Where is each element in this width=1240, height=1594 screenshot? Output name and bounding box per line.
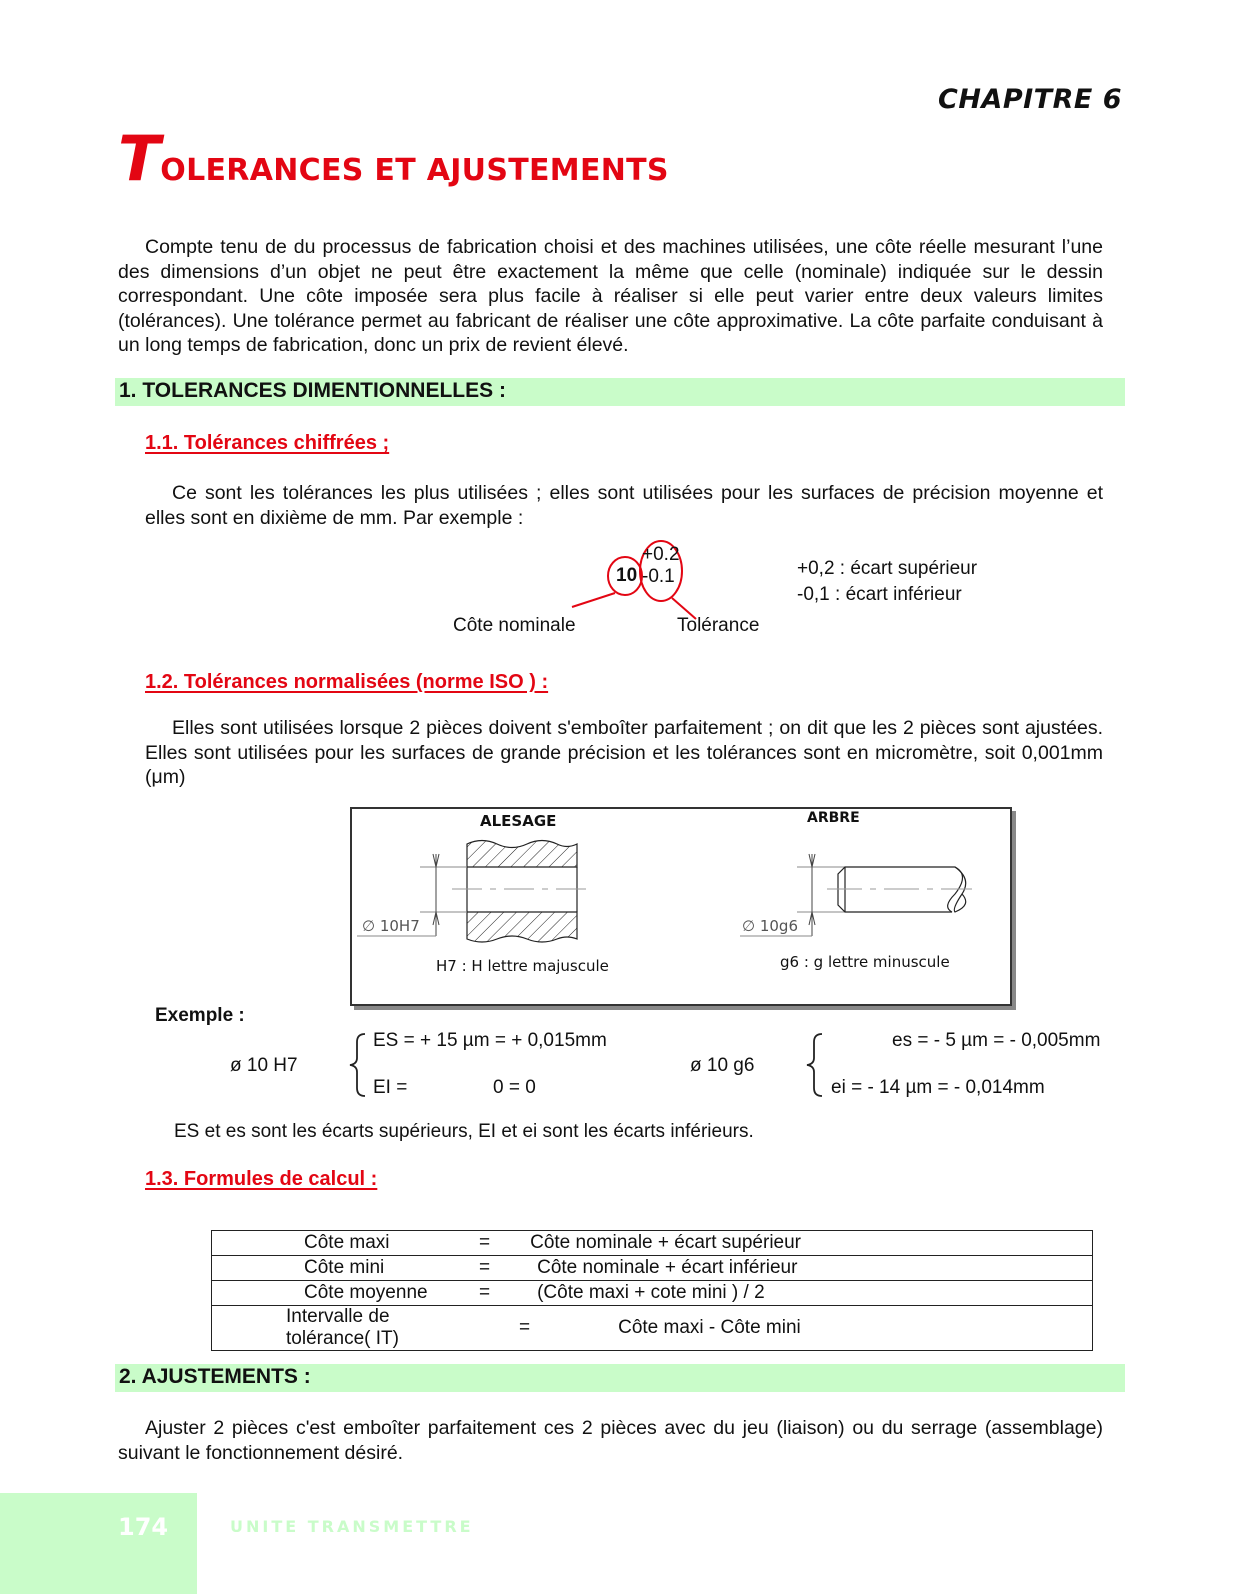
shaft-es: es = - 5 µm = - 0,005mm: [892, 1030, 1101, 1051]
formula-eq: =: [479, 1306, 530, 1351]
shaft-dimension: ∅ 10g6: [742, 917, 798, 935]
page-number: 174: [118, 1513, 169, 1541]
formula-eq: =: [479, 1281, 530, 1306]
formulas-table: [211, 1230, 1093, 1351]
chapter-label: CHAPITRE 6: [938, 84, 1122, 115]
table-row: [212, 1231, 1093, 1256]
formula-right: Côte nominale + écart supérieur: [530, 1231, 1092, 1256]
shaft-title: ARBRE: [807, 810, 860, 826]
subsection-1-1-text: Ce sont les tolérances les plus utilisées ; elles sont utilisées pour les surfaces de précision moyenne et elles sont en dixième de mm. Par exemple :: [145, 482, 1103, 529]
page-title: [118, 122, 669, 195]
formula-left: Côte maxi: [304, 1231, 479, 1256]
table-row: [212, 1306, 1093, 1351]
formula-eq: =: [479, 1231, 530, 1256]
table-row: [212, 1281, 1093, 1306]
section-2-title: 2. AJUSTEMENTS :: [119, 1365, 311, 1388]
iso-tolerance-figure: [350, 807, 1012, 1006]
formula-left: Côte mini: [304, 1256, 479, 1281]
subsection-1-2-title: 1.2. Tolérances normalisées (norme ISO ) :: [145, 671, 549, 693]
bore-ei-right: 0 = 0: [493, 1077, 536, 1098]
title-initial: T: [118, 122, 161, 195]
intro-text: Compte tenu de du processus de fabrication choisi et des machines utilisées, une côte réelle mesurant l’une des dimensions d’un objet ne peut être exactement la même que celle (nominale) indiquée sur le dessin correspondant. Une côte imposée sera plus facile à réaliser si elle peut varier entre deux valeurs limites (tolérances). Une tolérance permet au fabricant de réaliser une côte approximative. La côte parfaite conduisant à un long temps de fabrication, donc un prix de revient élevé.: [118, 236, 1103, 356]
example-label: Exemple :: [155, 1005, 245, 1026]
nominal-label: Côte nominale: [453, 615, 576, 636]
unit-label: UNITE TRANSMETTRE: [230, 1517, 474, 1536]
shaft-caption: g6 : g lettre minuscule: [780, 953, 950, 971]
section-2-paragraph: [118, 1416, 1103, 1465]
bore-dimension: ∅ 10H7: [362, 917, 420, 935]
subsection-1-2-text: Elles sont utilisées lorsque 2 pièces doivent s'emboîter parfaitement ; on dit que les 2 pièces sont ajustées. Elles sont utilisées pour les surfaces de grande précision et les tolérances sont en micromètre, soit 0,001mm (μm): [145, 717, 1103, 788]
footer-band: [0, 1493, 197, 1594]
table-row: [212, 1256, 1093, 1281]
formula-left: Intervalle de tolérance( IT): [212, 1306, 480, 1351]
bore-ei-left: EI =: [373, 1077, 408, 1098]
section-1-header: [115, 378, 1125, 406]
section-2-text: Ajuster 2 pièces c'est emboîter parfaitement ces 2 pièces avec du jeu (liaison) ou du serrage (assemblage) suivant le fonctionnement désiré.: [118, 1417, 1103, 1464]
bore-example-label: ø 10 H7: [230, 1055, 298, 1076]
upper-deviation-note: +0,2 : écart supérieur: [797, 558, 978, 579]
shaft-ei: ei = - 14 µm = - 0,014mm: [831, 1077, 1045, 1098]
bore-caption: H7 : H lettre majuscule: [436, 957, 609, 975]
formula-right: (Côte maxi + cote mini ) / 2: [530, 1281, 1092, 1306]
formula-left: Côte moyenne: [304, 1281, 479, 1306]
tolerance-label: Tolérance: [677, 615, 760, 636]
lower-deviation: -0.1: [642, 566, 675, 587]
subsection-1-1-title: 1.1. Tolérances chiffrées ;: [145, 432, 390, 454]
section-1-title: 1. TOLERANCES DIMENTIONNELLES :: [119, 379, 506, 402]
formula-right: Côte maxi - Côte mini: [530, 1306, 1092, 1351]
subsection-1-1-paragraph: [145, 481, 1103, 530]
subsection-1-2-paragraph: [145, 716, 1103, 790]
shaft-example-label: ø 10 g6: [690, 1055, 755, 1076]
nominal-value: 10: [616, 565, 638, 586]
shaft-brace-icon: [804, 1030, 826, 1100]
subsection-1-3-title: 1.3. Formules de calcul :: [145, 1168, 378, 1190]
lower-deviation-note: -0,1 : écart inférieur: [797, 584, 962, 605]
formula-right: Côte nominale + écart inférieur: [530, 1256, 1092, 1281]
upper-deviation: +0.2: [642, 544, 680, 565]
formula-eq: =: [479, 1256, 530, 1281]
nominal-leader-line: [572, 593, 615, 607]
title-rest: OLERANCES ET AJUSTEMENTS: [160, 153, 669, 188]
deviation-note: ES et es sont les écarts supérieurs, EI et ei sont les écarts inférieurs.: [174, 1121, 754, 1142]
intro-paragraph: [118, 235, 1103, 358]
bore-es: ES = + 15 µm = + 0,015mm: [373, 1030, 607, 1051]
section-2-header: [115, 1364, 1125, 1392]
bore-title: ALESAGE: [480, 812, 557, 830]
bore-brace-icon: [347, 1030, 369, 1100]
